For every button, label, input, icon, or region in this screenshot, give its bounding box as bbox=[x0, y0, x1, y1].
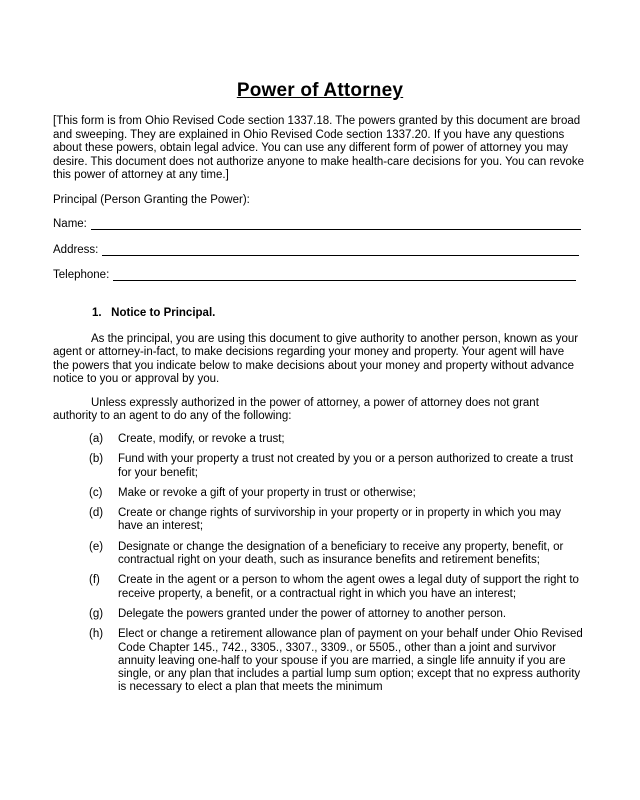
section-heading: 1. Notice to Principal. bbox=[92, 307, 216, 319]
item-label: (f) bbox=[89, 574, 100, 587]
item-text: Delegate the powers granted under the power of attorney to another person. bbox=[118, 607, 507, 620]
limitations-list bbox=[89, 433, 584, 702]
item-label: (c) bbox=[89, 486, 103, 499]
list-item bbox=[89, 628, 584, 694]
list-item bbox=[89, 541, 584, 568]
list-item bbox=[89, 608, 584, 621]
address-field[interactable] bbox=[53, 244, 579, 256]
item-text: Fund with your property a trust not created by you or a person authorized to create a trust for your benefit; bbox=[118, 453, 574, 479]
address-input-line[interactable] bbox=[102, 244, 579, 256]
item-text: Create, modify, or revoke a trust; bbox=[118, 433, 285, 445]
principal-label: Principal (Person Granting the Power): bbox=[53, 194, 250, 206]
document-title: Power of Attorney bbox=[236, 80, 404, 101]
item-text: Designate or change the designation of a beneficiary to receive any property, benefit, or contractual right on your death, such as insurance benefits and retirement benefits; bbox=[118, 540, 564, 567]
address-label: Address: bbox=[53, 244, 99, 256]
item-text: Elect or change a retirement allowance plan of payment on your behalf under Ohio Revised Code Chapter 145., 742., 3305., 3307., 3309., or 5505., other than a joint and survivor annuity leaving one-half to your spouse if you are married, a single life annuity if you are single, or any plan that includes a partial lump sum option; except that no express authority is necessary to elect a plan that meets the minimum bbox=[118, 628, 583, 694]
intro-paragraph: [This form is from Ohio Revised Code section 1337.18. The powers granted by this document are broad and sweeping. They are explained in Ohio Revised Code section 1337.20. If you have any questions about these powers, obtain legal advice. You can use any different form of power of attorney you may desire. This document does not authorize anyone to make health-care decisions for you. You can revoke this power of attorney at any time.] bbox=[53, 115, 585, 182]
item-label: (h) bbox=[89, 628, 104, 641]
item-text: Create in the agent or a person to whom the agent owes a legal duty of support the right to receive property, a benefit, or a contractual right in which you have an interest; bbox=[118, 574, 579, 600]
item-label: (g) bbox=[89, 607, 104, 620]
name-input-line[interactable] bbox=[91, 218, 581, 230]
list-item bbox=[89, 433, 584, 446]
item-text: Create or change rights of survivorship in your property or in property in which you may have an interest; bbox=[118, 507, 561, 533]
notice-paragraph: As the principal, you are using this document to give authority to another person, known as your agent or attorney-in-fact, to make decisions regarding your money and property. Your agent will have the powers that you indicate below to make decisions about your money and property without advance notice to you or approval by you. bbox=[53, 333, 579, 385]
name-label: Name: bbox=[53, 218, 87, 230]
item-label: (a) bbox=[89, 433, 104, 445]
item-label: (b) bbox=[89, 453, 104, 466]
item-label: (e) bbox=[89, 540, 104, 553]
item-label: (d) bbox=[89, 507, 104, 520]
telephone-field[interactable] bbox=[53, 269, 576, 281]
telephone-input-line[interactable] bbox=[113, 269, 576, 281]
name-field[interactable] bbox=[53, 218, 581, 230]
telephone-label: Telephone: bbox=[53, 269, 110, 281]
list-item bbox=[89, 574, 584, 601]
list-item bbox=[89, 453, 584, 480]
item-text: Make or revoke a gift of your property in trust or otherwise; bbox=[118, 486, 416, 499]
list-item bbox=[89, 507, 584, 534]
limitations-paragraph: Unless expressly authorized in the power of attorney, a power of attorney does not grant authority to an agent to do any of the following: bbox=[53, 397, 539, 423]
list-item bbox=[89, 487, 584, 500]
